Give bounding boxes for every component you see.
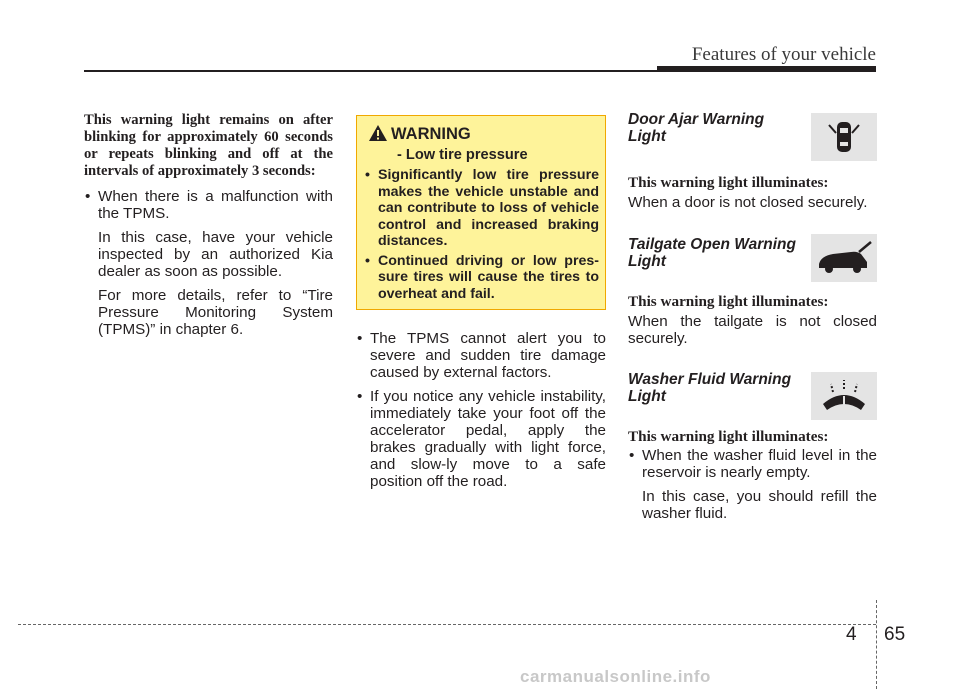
washer-text: In this case, you should refill the washer fluid. xyxy=(642,488,877,522)
washer-bullet: • When the washer fluid level in the reservoir is nearly empty. xyxy=(628,447,877,481)
chapter-number: 4 xyxy=(846,624,857,645)
warning-list xyxy=(364,167,599,302)
page-number: 65 xyxy=(884,624,906,645)
warning-item: • Continued driving or low pres-sure tires will cause the tires to overheat and fail. xyxy=(364,253,599,303)
warning-triangle-icon xyxy=(369,125,387,141)
tailgate-text: When the tailgate is not closed securely. xyxy=(628,313,877,347)
tailgate-open-icon xyxy=(811,234,877,282)
washer-fluid-icon xyxy=(811,372,877,420)
inspection-paragraph: In this case, have your vehicle inspected by an authorized Kia dealer as soon as possible. xyxy=(98,229,333,280)
warning-title: WARNING xyxy=(391,125,471,143)
door-ajar-lead: This warning light illuminates: xyxy=(628,174,829,191)
intro-text: This warning light remains on after blinking for approximately 60 seconds or repeats blinking and off at the intervals of approximately 3 seconds: xyxy=(84,112,333,179)
tailgate-lead: This warning light illuminates: xyxy=(628,293,829,310)
instability-bullet: • If you notice any vehicle instability, immediately take your foot off the accelerator pedal, apply the brakes gradually with light force, and slow-ly move to a safe position off the road. xyxy=(356,388,606,490)
watermark: carmanualsonline.info xyxy=(520,667,711,686)
reference-paragraph: For more details, refer to “Tire Pressure Monitoring System (TPMS)” in chapter 6. xyxy=(98,287,333,338)
tailgate-title: Tailgate Open Warning Light xyxy=(628,236,796,270)
washer-lead: This warning light illuminates: xyxy=(628,428,829,445)
warning-box xyxy=(356,115,606,310)
tpms-malfunction-bullet: • When there is a malfunction with the TPMS. xyxy=(84,188,333,222)
footer-divider xyxy=(876,600,877,689)
door-ajar-title: Door Ajar Warning Light xyxy=(628,111,765,145)
door-ajar-icon xyxy=(811,113,877,161)
washer-body xyxy=(628,447,877,522)
washer-title: Washer Fluid Warning Light xyxy=(628,371,792,405)
warning-item: • Significantly low tire pressure makes the vehicle unstable and can contribute to loss of vehicle control and increased braking distances. xyxy=(364,167,599,250)
header-rule-accent xyxy=(657,66,876,72)
warning-subtitle: - Low tire pressure xyxy=(397,147,528,163)
door-ajar-text: When a door is not closed securely. xyxy=(628,194,868,211)
page-header-title: Features of your vehicle xyxy=(691,44,876,65)
left-column xyxy=(84,112,333,338)
footer-rule xyxy=(18,624,876,625)
tpms-limit-bullet: • The TPMS cannot alert you to severe and sudden tire damage caused by external factors. xyxy=(356,330,606,381)
middle-column xyxy=(356,330,606,490)
